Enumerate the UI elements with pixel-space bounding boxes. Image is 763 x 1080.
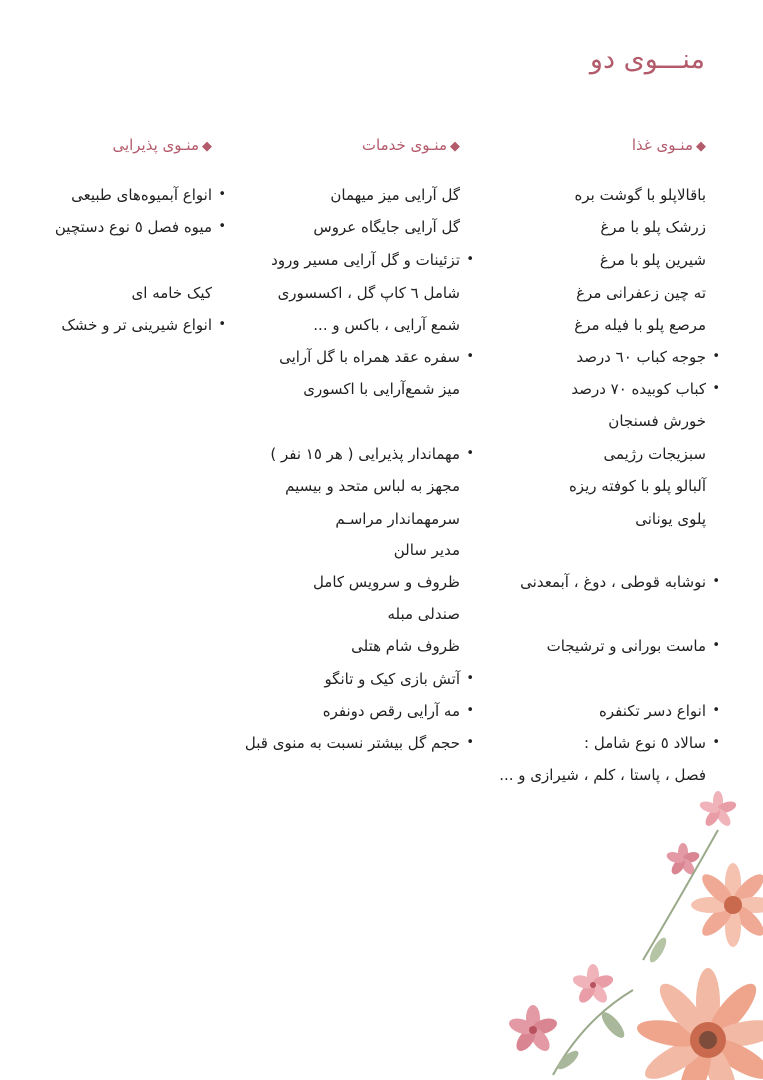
services-item: • مه آرایی رقص دونفره [323, 702, 460, 720]
food-menu-header [632, 136, 706, 154]
services-menu-header-label: منـوی خدمات [361, 136, 447, 154]
services-item: • حجم گل بیشتر نسبت به منوی قبل [245, 734, 460, 752]
food-item: پلوی یونانی [635, 510, 706, 528]
food-item: • کباب کوبیده ٧٠ درصد [571, 380, 706, 398]
food-item: • نوشابه قوطی ، دوغ ، آبمعدنی [520, 573, 706, 591]
reception-item: • انواع آبمیوه‌های طبیعی [71, 186, 212, 204]
food-item: • سالاد ٥ نوع شامل : [584, 734, 706, 752]
services-item: گل آرایی میز میهمان [330, 186, 460, 204]
services-item: ظروف شام هتلی [351, 637, 460, 655]
services-item: مجهز به لباس متحد و بیسیم [285, 477, 460, 495]
food-item: خورش فسنجان [608, 412, 706, 430]
services-item: شامل ٦ کاپ گل ، اکسسوری [277, 284, 460, 302]
services-item: سرمهماندار مراسـم [335, 510, 460, 528]
food-item: • ماست بورانی و ترشیجات [547, 637, 706, 655]
services-item: مدیر سالن [393, 541, 460, 559]
services-item: • تزئینات و گل آرایی مسیر ورود [271, 251, 460, 269]
diamond-icon: ◆ [696, 139, 706, 154]
food-item: • انواع دسر تکنفره [599, 702, 706, 720]
reception-menu-header-label: منـوی پذیرایی [112, 136, 199, 154]
services-item: • مهماندار پذیرایی ( هر ١٥ نفر ) [270, 445, 460, 463]
services-item: صندلی مبله [387, 605, 460, 623]
diamond-icon: ◆ [202, 139, 212, 154]
services-menu-header [362, 136, 460, 154]
services-item: ظروف و سرویس کامل [312, 573, 460, 591]
diamond-icon: ◆ [450, 139, 460, 154]
reception-item: • انواع شیرینی تر و خشک [61, 316, 212, 334]
food-item: باقالاپلو با گوشت بره [574, 186, 706, 204]
page-title: منـــوی دو [589, 44, 705, 75]
reception-item: کیک خامه ای [131, 284, 212, 302]
food-item: مرصع پلو با فیله مرغ [574, 316, 706, 334]
food-item: • جوجه کباب ٦٠ درصد [576, 348, 706, 366]
reception-item: • میوه فصل ٥ نوع دستچین [55, 218, 212, 236]
services-item: • آتش بازی کیک و تانگو [324, 670, 460, 688]
flower-decoration [493, 790, 763, 1080]
food-item: ته چین زعفرانی مرغ [576, 284, 706, 302]
reception-menu-header [112, 136, 212, 154]
services-item: شمع آرایی ، باکس و ... [313, 316, 460, 334]
services-item: میز شمع‌آرایی با اکسوری [303, 380, 460, 398]
food-item: شیرین پلو با مرغ [599, 251, 706, 269]
flower-icon [507, 791, 763, 1080]
services-item: گل آرایی جایگاه عروس [313, 218, 460, 236]
services-item: • سفره عقد همراه با گل آرایی [279, 348, 460, 366]
food-item: فصل ، پاستا ، کلم ، شیرازی و ... [499, 766, 706, 784]
food-item: زرشک پلو با مرغ [600, 218, 706, 236]
food-item: سبزیجات رژیمی [603, 445, 706, 463]
food-item: آلبالو پلو با کوفته ریزه [568, 477, 706, 495]
food-menu-header-label: منـوی غذا [631, 136, 693, 154]
